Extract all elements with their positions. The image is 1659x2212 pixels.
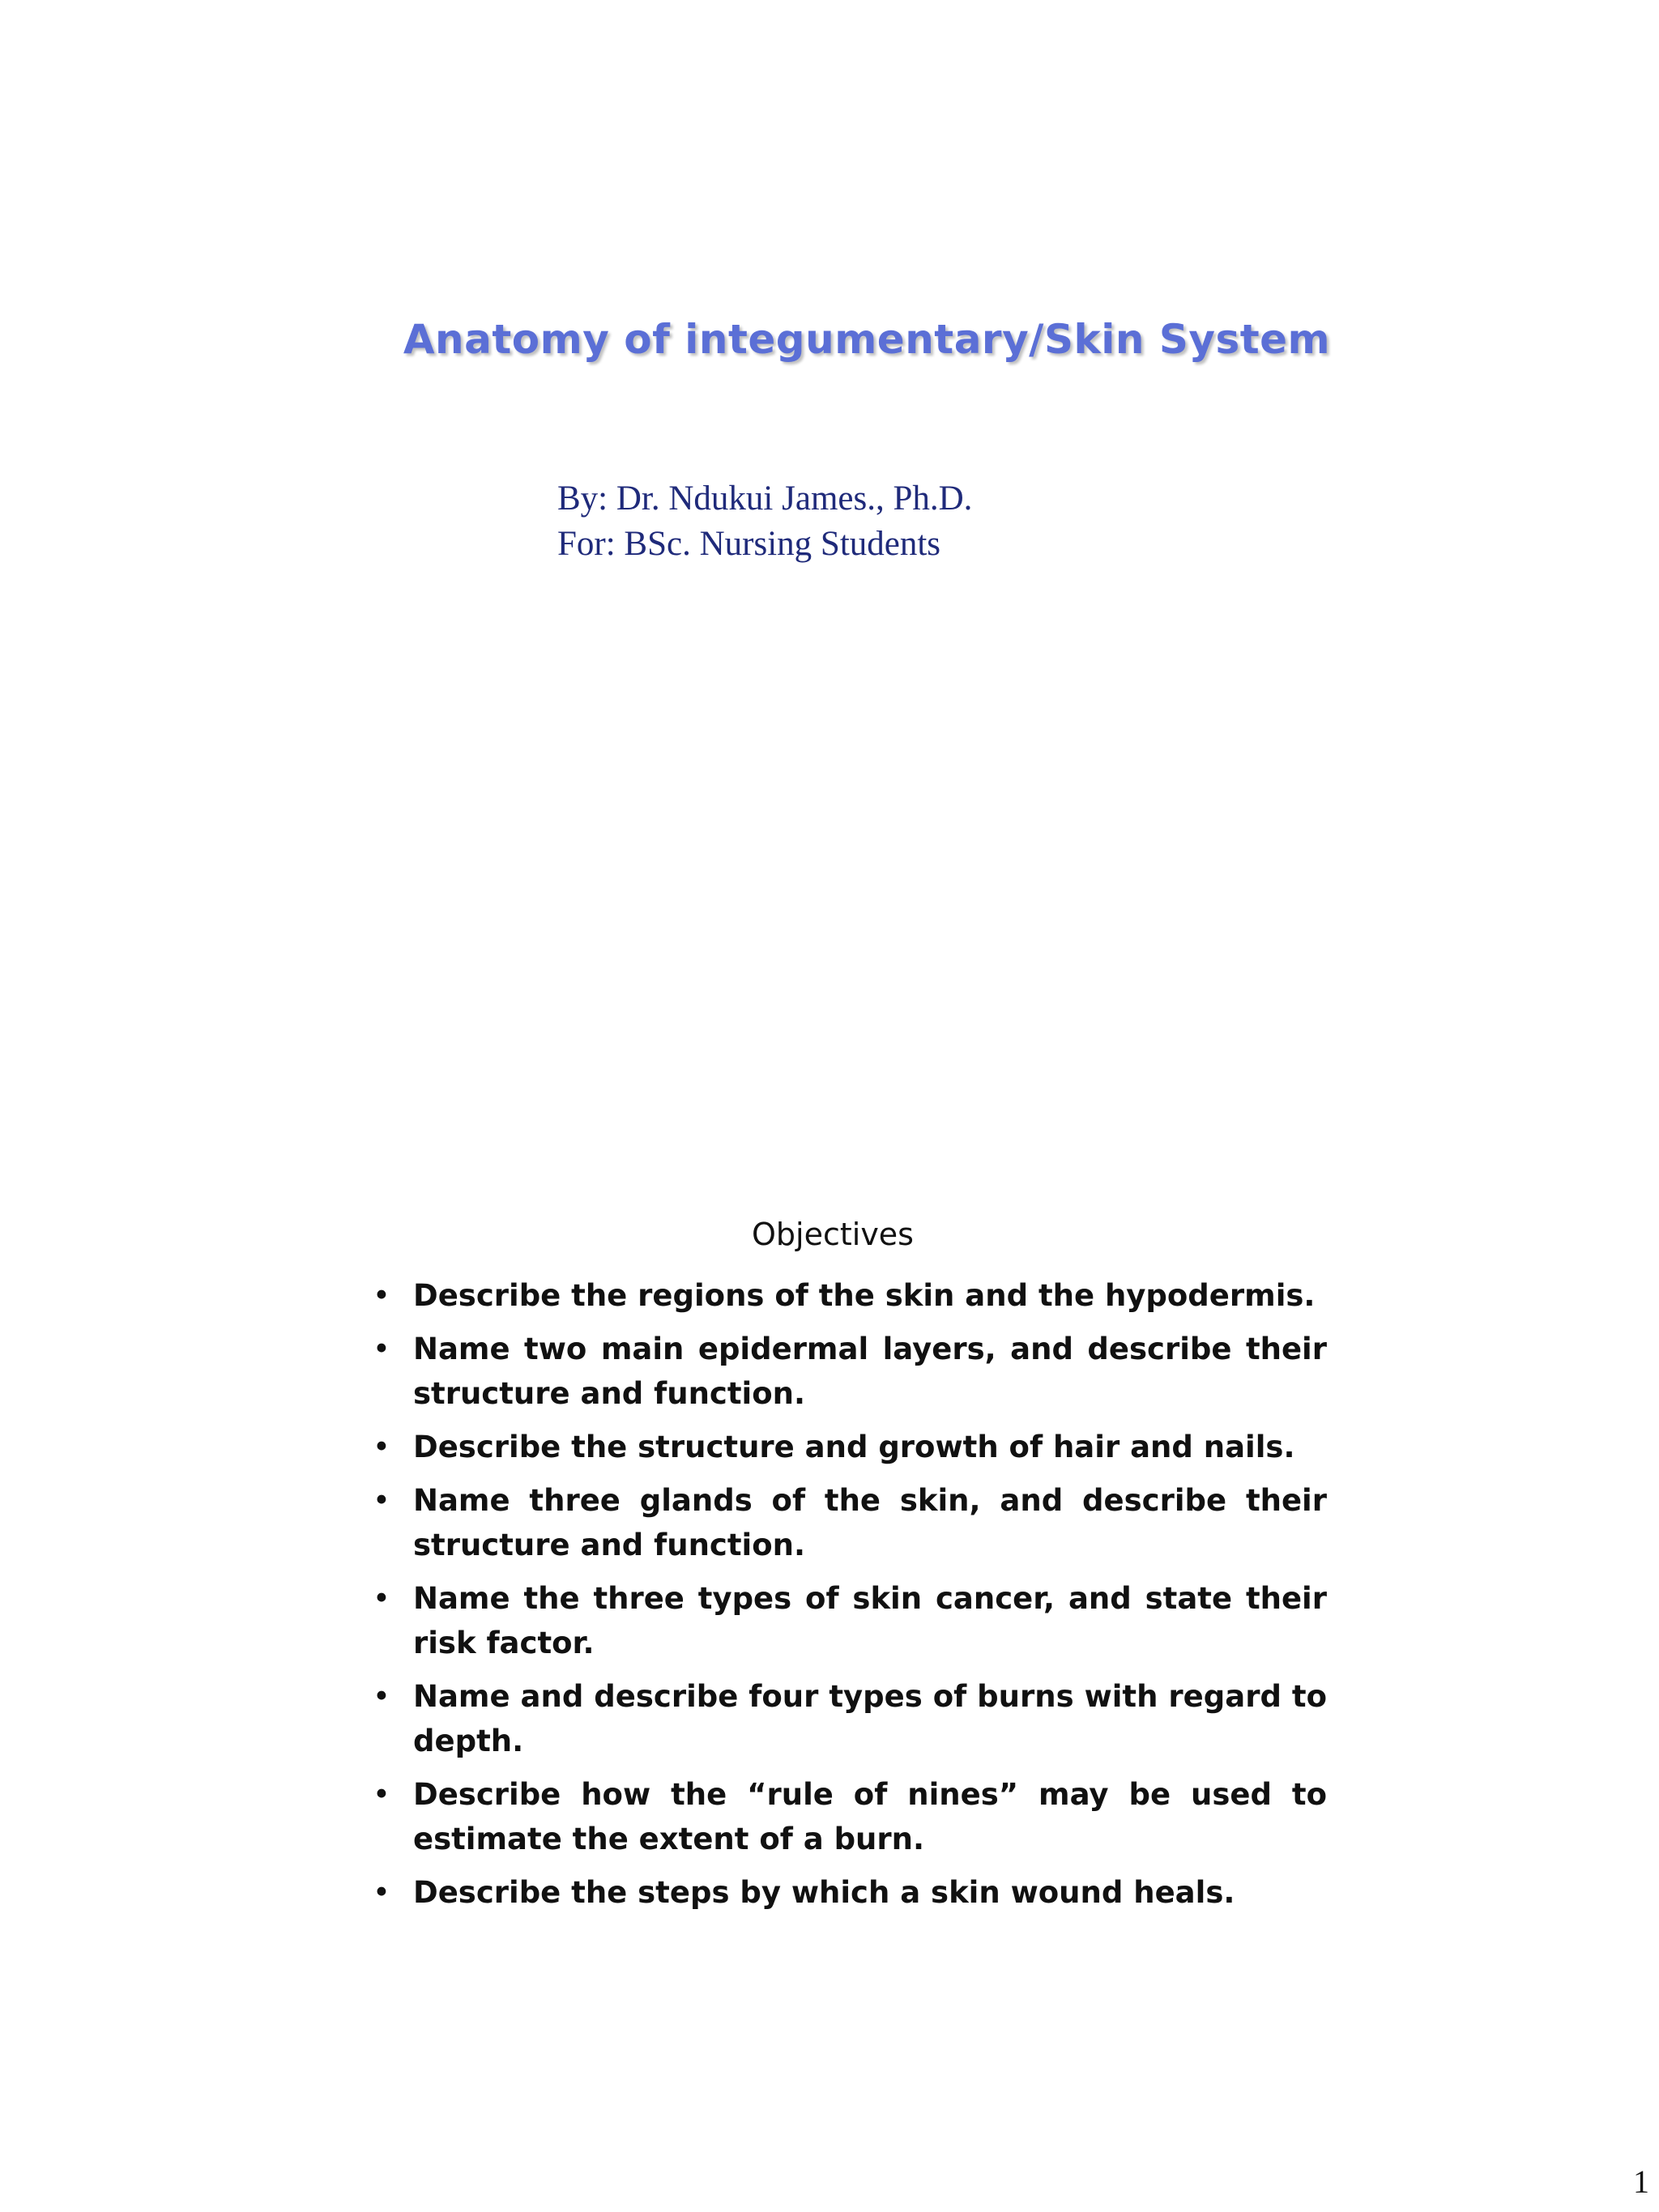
objective-text: Name the three types of skin cancer, and state their risk factor. [413, 1581, 1327, 1660]
objective-item [363, 1772, 1327, 1861]
objective-text: Describe the structure and growth of hair and nails. [413, 1430, 1295, 1464]
byline [557, 476, 972, 567]
author-line: By: Dr. Ndukui James., Ph.D. [557, 479, 973, 518]
bullet-icon: • [373, 1430, 390, 1464]
objective-item [363, 1273, 1327, 1318]
objective-item [363, 1870, 1327, 1915]
objective-item [363, 1674, 1327, 1763]
objective-text: Describe how the “rule of nines” may be used to estimate the extent of a burn. [413, 1777, 1327, 1856]
objective-item [363, 1576, 1327, 1665]
bullet-icon: • [373, 1581, 390, 1616]
objectives-list [363, 1273, 1327, 1924]
objectives-heading: Objectives [752, 1217, 914, 1252]
objective-item [363, 1425, 1327, 1469]
bullet-icon: • [373, 1679, 390, 1714]
objective-item [363, 1327, 1327, 1416]
objective-text: Describe the regions of the skin and the hypodermis. [413, 1278, 1316, 1313]
slide-title: Anatomy of integumentary/Skin System [403, 316, 1331, 363]
objective-text: Name and describe four types of burns with regard to depth. [413, 1679, 1327, 1758]
audience-line: For: BSc. Nursing Students [557, 525, 941, 563]
page-number: 1 [1633, 2163, 1649, 2200]
bullet-icon: • [373, 1777, 390, 1812]
objective-text: Describe the steps by which a skin wound heals. [413, 1875, 1235, 1910]
bullet-icon: • [373, 1483, 390, 1518]
bullet-icon: • [373, 1875, 390, 1910]
bullet-icon: • [373, 1278, 390, 1313]
bullet-icon: • [373, 1332, 390, 1366]
objective-text: Name three glands of the skin, and describe their structure and function. [413, 1483, 1327, 1562]
objective-text: Name two main epidermal layers, and describe their structure and function. [413, 1332, 1327, 1411]
objective-item [363, 1478, 1327, 1567]
